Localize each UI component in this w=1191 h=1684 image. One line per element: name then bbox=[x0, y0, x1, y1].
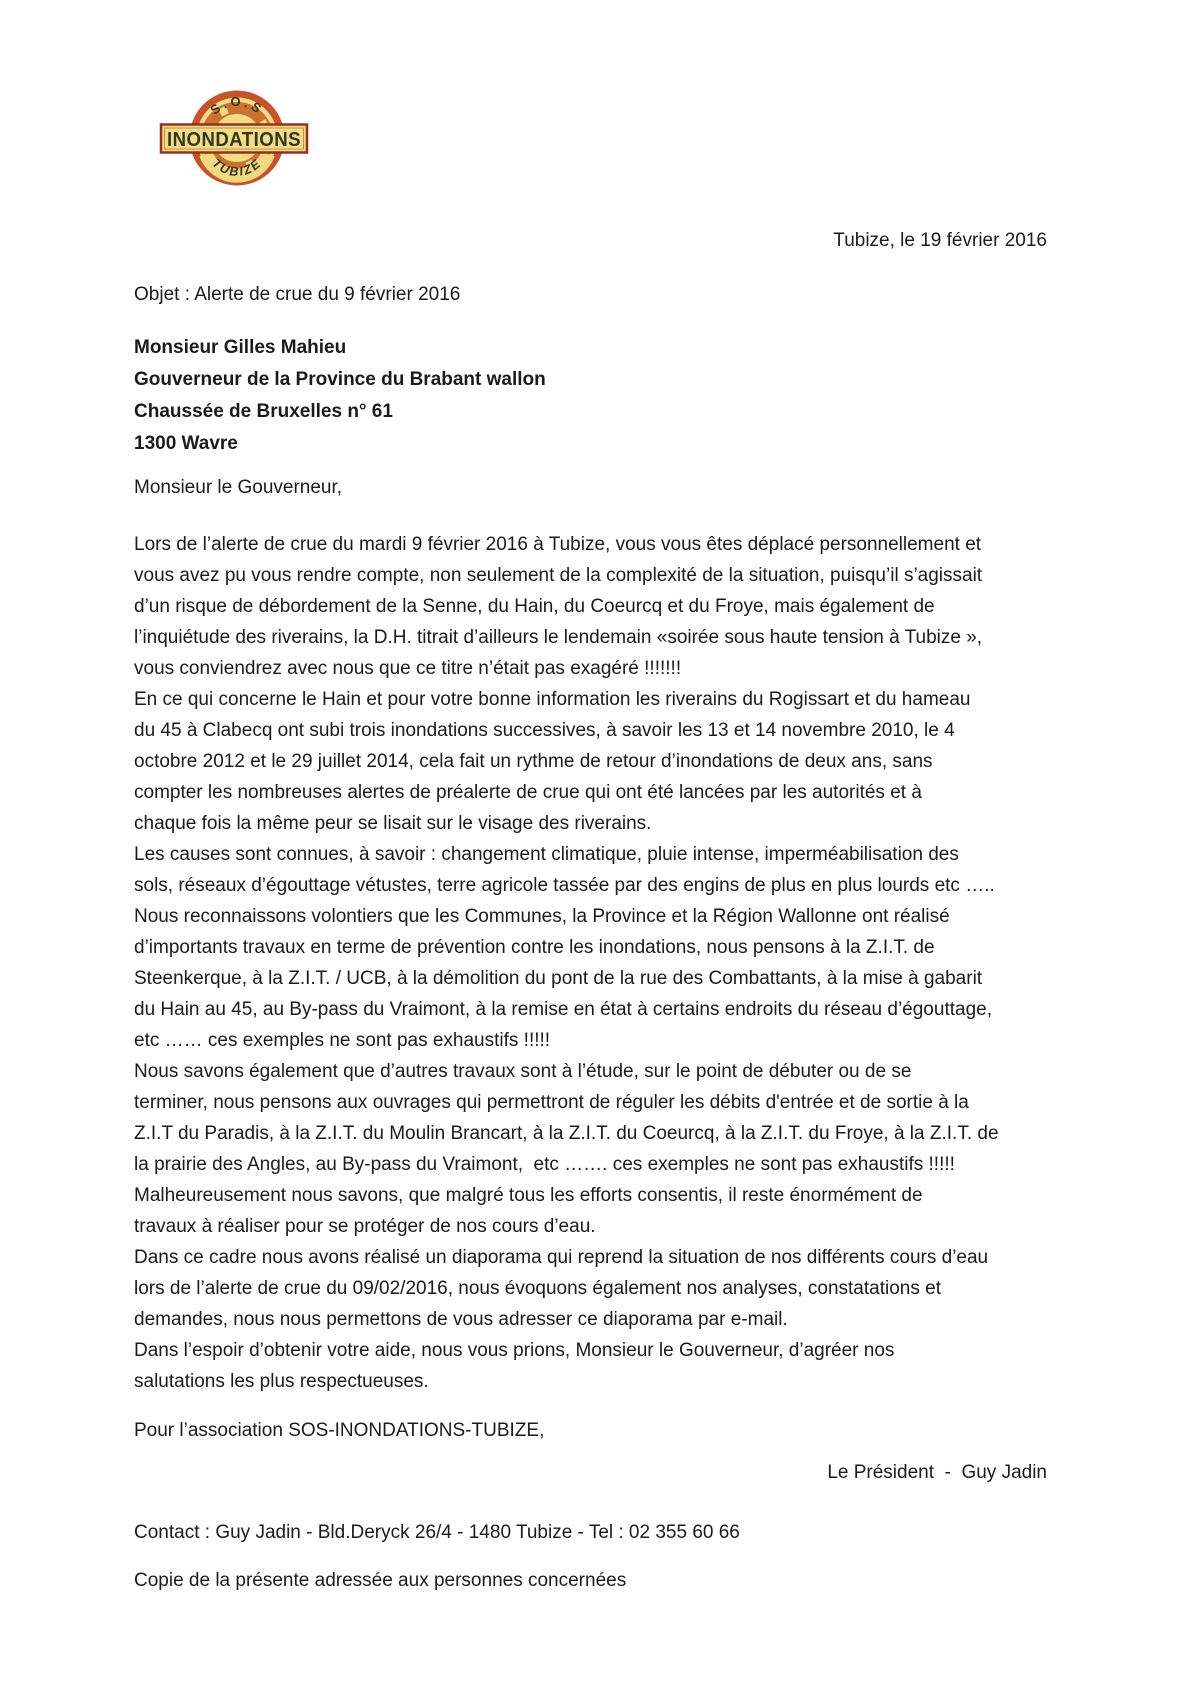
body-line: travaux à réaliser pour se protéger de nos cours d’eau. bbox=[134, 1216, 596, 1237]
body-line: Malheureusement nous savons, que malgré tous les efforts consentis, il reste énormément de bbox=[134, 1185, 923, 1206]
sos-inondations-tubize-logo bbox=[158, 64, 310, 192]
body-line: la prairie des Angles, au By-pass du Vraimont, etc ……. ces exemples ne sont pas exhaustifs !!!!! bbox=[134, 1154, 955, 1175]
body-line: compter les nombreuses alertes de préalerte de crue qui ont été lancées par les autorités et à bbox=[134, 782, 922, 803]
body-line: du Hain au 45, au By-pass du Vraimont, à la remise en état à certains endroits du réseau d’égouttage, bbox=[134, 999, 992, 1020]
letter-body bbox=[134, 529, 999, 1397]
logo-banner-text: INONDATIONS bbox=[167, 129, 301, 151]
body-line: etc …… ces exemples ne sont pas exhaustifs !!!!! bbox=[134, 1030, 551, 1051]
association-line: Pour l’association SOS-INONDATIONS-TUBIZE, bbox=[134, 1420, 545, 1441]
body-line: Dans l’espoir d’obtenir votre aide, nous vous prions, Monsieur le Gouverneur, d’agréer nos bbox=[134, 1340, 895, 1361]
logo-sos-text: S.O.S bbox=[207, 93, 267, 118]
body-line: d’importants travaux en terme de prévention contre les inondations, nous pensons à la Z.I.T. de bbox=[134, 937, 935, 958]
subject-line: Objet : Alerte de crue du 9 février 2016 bbox=[134, 284, 461, 305]
body-line: octobre 2012 et le 29 juillet 2014, cela fait un rythme de retour d’inondations de deux ans, sans bbox=[134, 751, 933, 772]
body-line: d’un risque de débordement de la Senne, du Hain, du Coeurcq et du Froye, mais également de bbox=[134, 596, 935, 617]
body-line: sols, réseaux d’égouttage vétustes, terre agricole tassée par des engins de plus en plus lourds etc ….. bbox=[134, 875, 995, 896]
body-line: Steenkerque, à la Z.I.T. / UCB, à la démolition du pont de la rue des Combattants, à la mise à gabarit bbox=[134, 968, 983, 989]
recipient-address bbox=[134, 332, 546, 460]
body-line: Les causes sont connues, à savoir : changement climatique, pluie intense, imperméabilisation des bbox=[134, 844, 959, 865]
address-line: 1300 Wavre bbox=[134, 433, 238, 454]
body-line: vous conviendrez avec nous que ce titre n’était pas exagéré !!!!!!! bbox=[134, 658, 682, 679]
address-line: Monsieur Gilles Mahieu bbox=[134, 337, 347, 358]
contact-line: Contact : Guy Jadin - Bld.Deryck 26/4 - 1480 Tubize - Tel : 02 355 60 66 bbox=[134, 1522, 740, 1543]
body-line: du 45 à Clabecq ont subi trois inondations successives, à savoir les 13 et 14 novembre 2010, le 4 bbox=[134, 720, 955, 741]
body-line: Dans ce cadre nous avons réalisé un diaporama qui reprend la situation de nos différents cours d’eau bbox=[134, 1247, 989, 1268]
body-line: Z.I.T du Paradis, à la Z.I.T. du Moulin Brancart, à la Z.I.T. du Coeurcq, à la Z.I.T. du Froye, à la Z.I.T. de bbox=[134, 1123, 999, 1144]
salutation: Monsieur le Gouverneur, bbox=[134, 477, 343, 498]
body-line: vous avez pu vous rendre compte, non seulement de la complexité de la situation, puisqu’il s’agissait bbox=[134, 565, 983, 586]
body-line: Nous savons également que d’autres travaux sont à l’étude, sur le point de débuter ou de se bbox=[134, 1061, 912, 1082]
address-line: Chaussée de Bruxelles n° 61 bbox=[134, 401, 393, 422]
association-logo bbox=[158, 64, 310, 192]
body-line: chaque fois la même peur se lisait sur le visage des riverains. bbox=[134, 813, 652, 834]
copy-line: Copie de la présente adressée aux personnes concernées bbox=[134, 1570, 627, 1591]
body-line: salutations les plus respectueuses. bbox=[134, 1371, 429, 1392]
body-line: En ce qui concerne le Hain et pour votre bonne information les riverains du Rogissart et du hameau bbox=[134, 689, 971, 710]
body-line: lors de l’alerte de crue du 09/02/2016, nous évoquons également nos analyses, constatations et bbox=[134, 1278, 941, 1299]
body-line: Nous reconnaissons volontiers que les Communes, la Province et la Région Wallonne ont réalisé bbox=[134, 906, 950, 927]
body-line: demandes, nous nous permettons de vous adresser ce diaporama par e-mail. bbox=[134, 1309, 788, 1330]
body-line: Lors de l’alerte de crue du mardi 9 février 2016 à Tubize, vous vous êtes déplacé personnellement et bbox=[134, 534, 982, 555]
date-line: Tubize, le 19 février 2016 bbox=[833, 230, 1047, 251]
logo-tubize-text: TUBIZE bbox=[209, 155, 265, 179]
body-line: l’inquiétude des riverains, la D.H. titrait d’ailleurs le lendemain «soirée sous haute tension à Tubize », bbox=[134, 627, 983, 648]
address-line: Gouverneur de la Province du Brabant wallon bbox=[134, 369, 546, 390]
president-signature-line: Le Président - Guy Jadin bbox=[827, 1462, 1047, 1483]
body-line: terminer, nous pensons aux ouvrages qui permettront de réguler les débits d'entrée et de sortie à la bbox=[134, 1092, 969, 1113]
